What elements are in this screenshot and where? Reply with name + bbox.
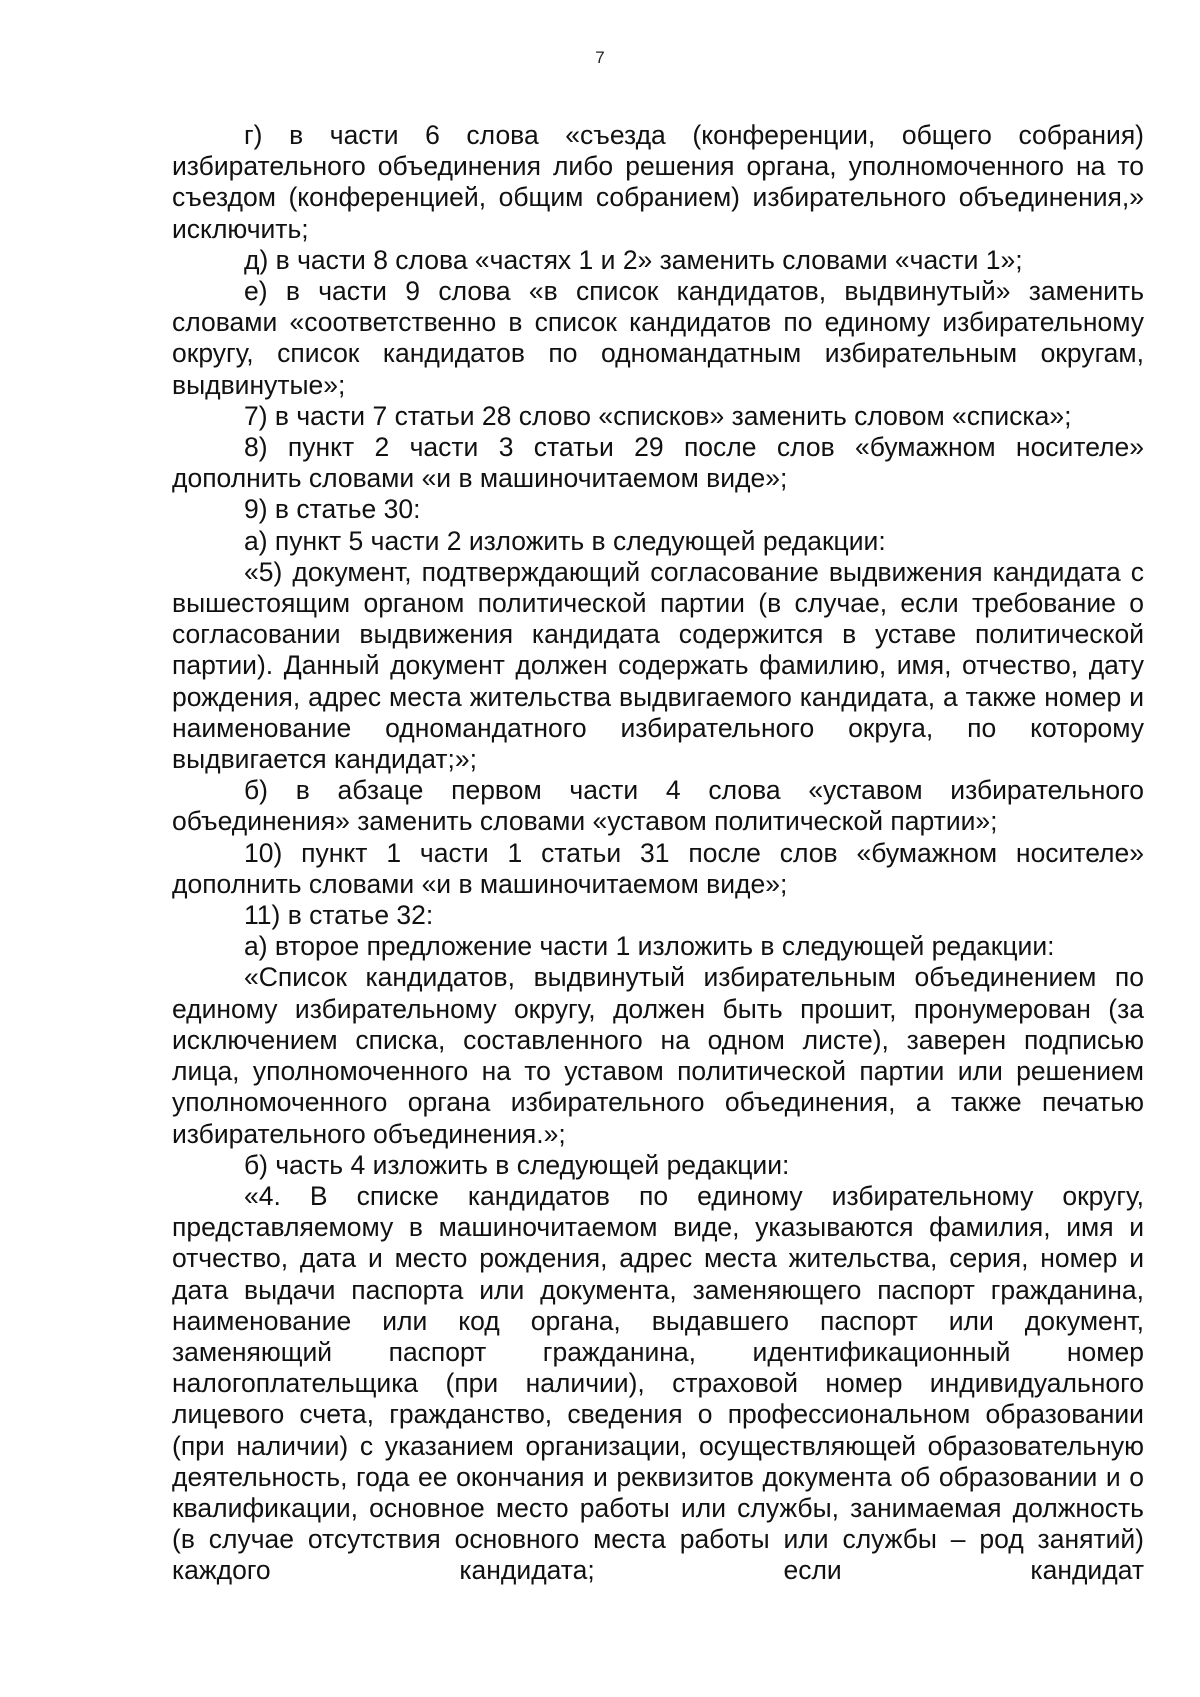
paragraph: «Список кандидатов, выдвинутый избирательным объединением по единому избирательному округу, должен быть прошит, пронумерован (за исключением списка, составленного на одном листе), заверен подписью лица, уполномоченного на то уставом политической партии или решением уполномоченного органа избирательного объединения, а также печатью избирательного объединения.»; <box>172 962 1144 1149</box>
paragraph: «4. В списке кандидатов по единому избирательному округу, представляемому в машиночитаемом виде, указываются фамилия, имя и отчество, дата и место рождения, адрес места жительства, серия, номер и дата выдачи паспорта или документа, заменяющего паспорт гражданина, наименование или код органа, выдавшего паспорт или документ, заменяющий паспорт гражданина, идентификационный номер налогоплательщика (при наличии), страховой номер индивидуального лицевого счета, гражданство, сведения о профессиональном образовании (при наличии) с указанием организации, осуществляющей образовательную деятельность, года ее окончания и реквизитов документа об образовании и о квалификации, основное место работы или службы, занимаемая должность (в случае отсутствия основного места работы или службы – род занятий) каждого кандидата; если кандидат <box>172 1180 1144 1586</box>
paragraph: б) в абзаце первом части 4 слова «уставом избирательного объединения» заменить словами «уставом политической партии»; <box>172 775 1144 837</box>
paragraph: «5) документ, подтверждающий согласование выдвижения кандидата с вышестоящим органом политической партии (в случае, если требование о согласовании выдвижения кандидата содержится в уставе политической партии). Данный документ должен содержать фамилию, имя, отчество, дату рождения, адрес места жительства выдвигаемого кандидата, а также номер и наименование одномандатного избирательного округа, по которому выдвигается кандидат;»; <box>172 556 1144 775</box>
paragraph: а) пункт 5 части 2 изложить в следующей редакции: <box>244 525 886 556</box>
paragraph: а) второе предложение части 1 изложить в следующей редакции: <box>244 931 1055 962</box>
paragraph: 11) в статье 32: <box>244 900 434 931</box>
paragraph: 9) в статье 30: <box>244 494 421 525</box>
paragraph: г) в части 6 слова «съезда (конференции, общего собрания) избирательного объединения либо решения органа, уполномоченного на то съездом (конференцией, общим собранием) избирательного объединения,» исключить; <box>172 120 1144 244</box>
paragraph: 7) в части 7 статьи 28 слово «списков» заменить словом «списка»; <box>244 400 1072 431</box>
paragraph: 10) пункт 1 части 1 статьи 31 после слов «бумажном носителе» дополнить словами «и в машиночитаемом виде»; <box>172 837 1144 899</box>
paragraph: е) в части 9 слова «в список кандидатов, выдвинутый» заменить словами «соответственно в список кандидатов по единому избирательному округу, список кандидатов по одномандатным избирательным округам, выдвинутые»; <box>172 276 1144 400</box>
document-body <box>172 120 1144 1587</box>
page-number: 7 <box>595 48 605 67</box>
paragraph: 8) пункт 2 части 3 статьи 29 после слов «бумажном носителе» дополнить словами «и в машиночитаемом виде»; <box>172 432 1144 494</box>
paragraph: б) часть 4 изложить в следующей редакции: <box>244 1149 790 1180</box>
paragraph: д) в части 8 слова «частях 1 и 2» заменить словами «части 1»; <box>244 244 1023 275</box>
